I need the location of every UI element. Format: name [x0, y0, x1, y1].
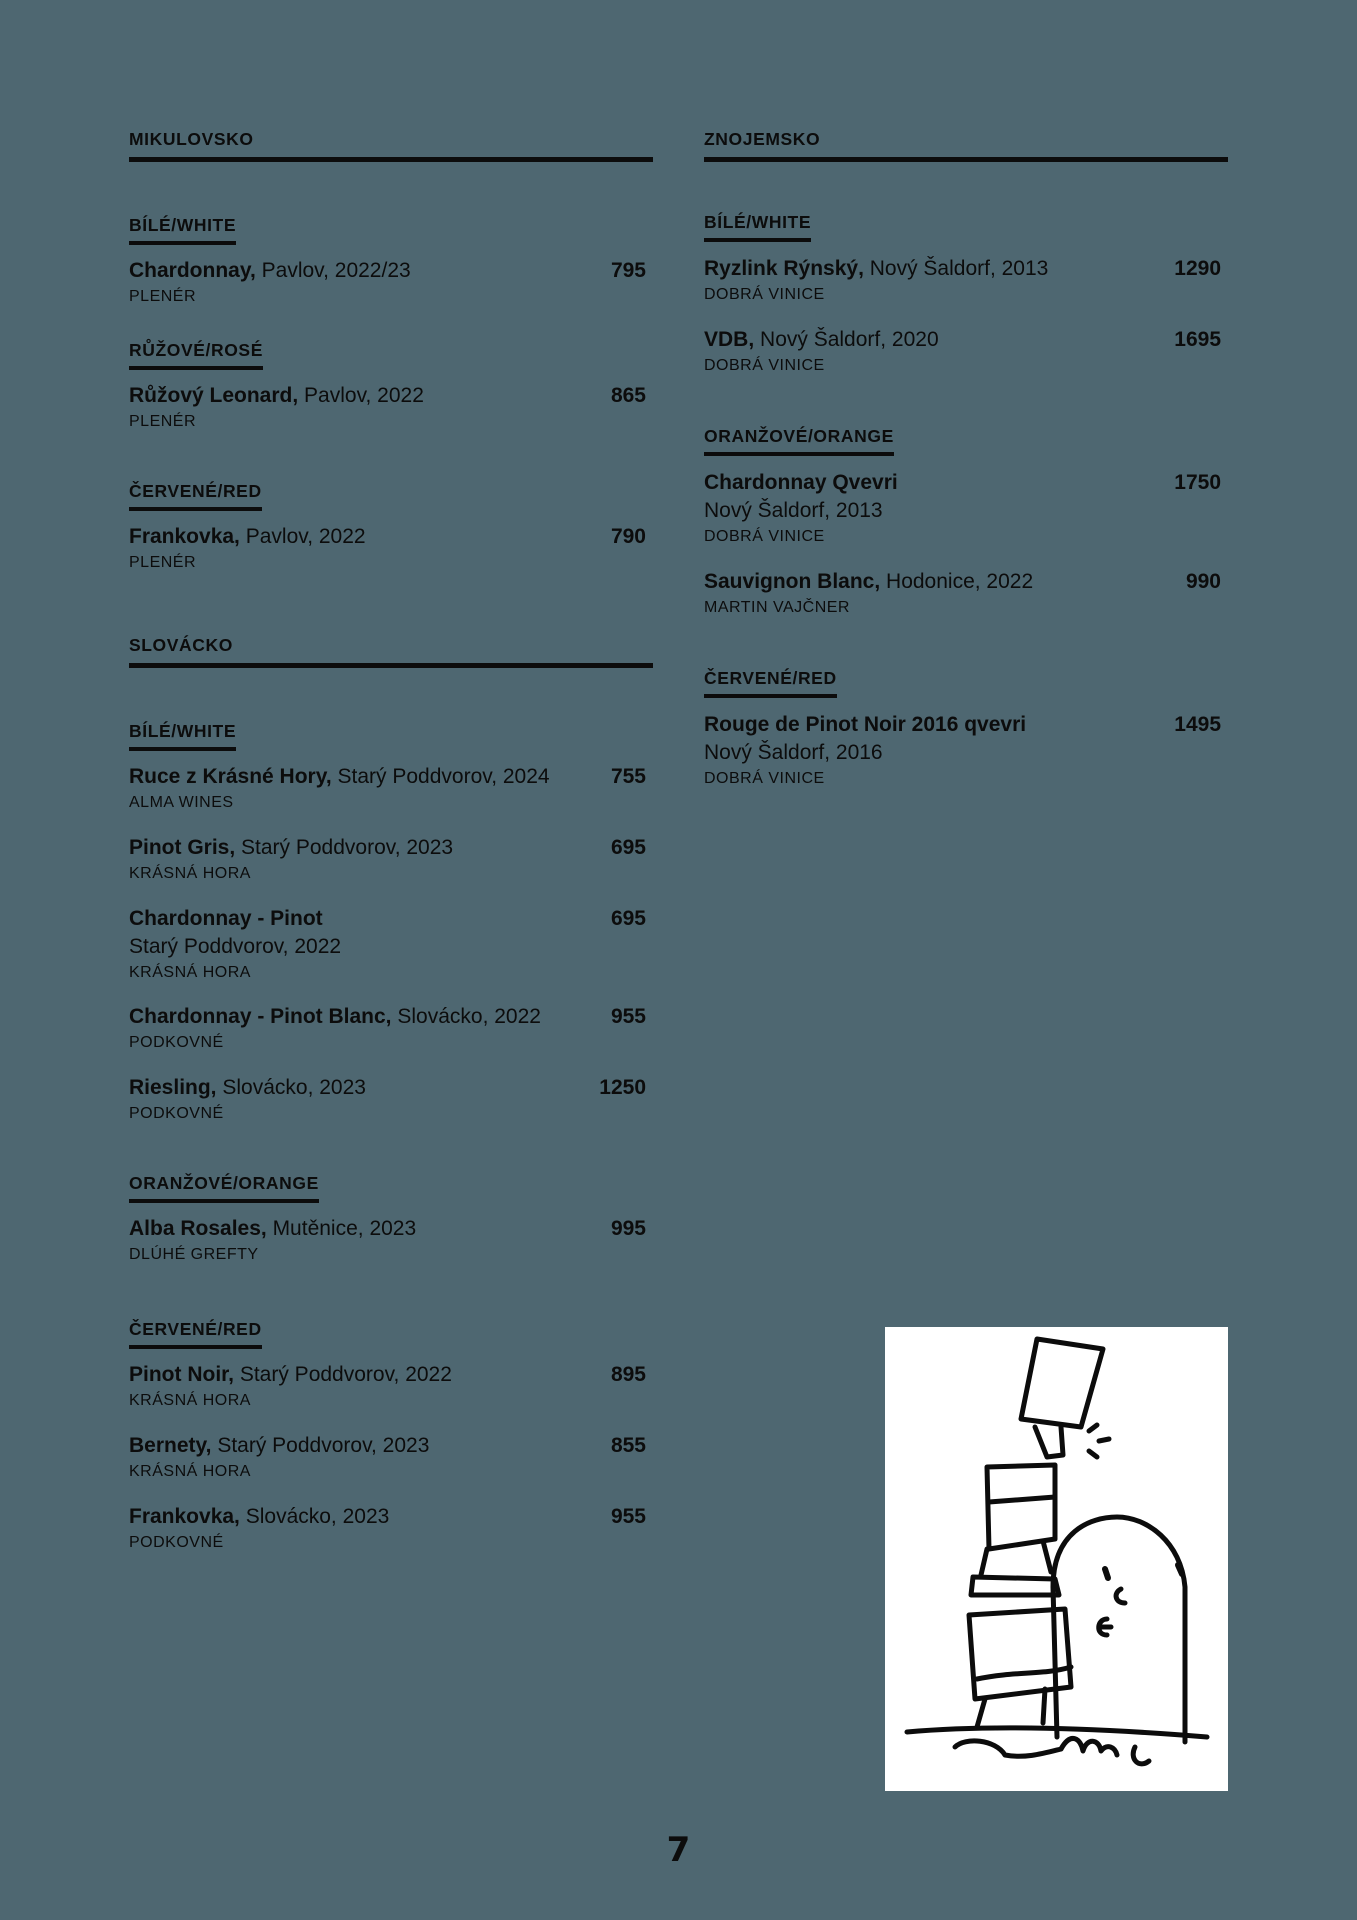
wine-origin: Mutěnice, 2023 — [266, 1217, 417, 1240]
wine-origin: Nový Šaldorf, 2020 — [754, 328, 939, 351]
wine-name: Bernety, — [129, 1434, 212, 1457]
wine-name: VDB, — [704, 328, 755, 351]
wine-origin: Starý Poddvorov, 2023 — [235, 836, 454, 859]
category-title: BÍLÉ/WHITE — [704, 211, 811, 242]
wine-producer: DOBRÁ VINICE — [704, 528, 825, 545]
wine-producer: KRÁSNÁ HORA — [129, 964, 251, 981]
wine-price: 1750 — [1174, 471, 1221, 494]
wine-origin: Slovácko, 2022 — [391, 1005, 541, 1028]
wine-producer: PLENÉR — [129, 288, 197, 305]
wine-item — [704, 568, 1221, 619]
wine-name: Růžový Leonard, — [129, 384, 299, 407]
region-divider — [129, 157, 653, 162]
category-title: RŮŽOVÉ/ROSÉ — [129, 339, 263, 370]
category-slovacko-white — [129, 720, 236, 751]
wine-price: 865 — [610, 384, 646, 407]
wine-item — [129, 1503, 646, 1554]
category-title: BÍLÉ/WHITE — [129, 720, 236, 751]
wine-price: 955 — [610, 1005, 646, 1028]
wine-price: 795 — [610, 259, 646, 282]
wine-item — [129, 905, 646, 984]
wine-name: Chardonnay Qvevri — [704, 471, 898, 494]
wine-item — [129, 1432, 646, 1483]
category-mikulovsko-white — [129, 214, 236, 245]
category-title: ČERVENÉ/RED — [704, 667, 837, 698]
wine-producer: DOBRÁ VINICE — [704, 770, 825, 787]
wine-producer: PLENÉR — [129, 554, 197, 571]
wine-item — [129, 1361, 646, 1412]
wine-price: 955 — [610, 1505, 646, 1528]
wine-producer: KRÁSNÁ HORA — [129, 865, 251, 882]
category-title: ČERVENÉ/RED — [129, 480, 262, 511]
category-slovacko-orange — [129, 1172, 319, 1203]
wine-price: 990 — [1185, 570, 1221, 593]
category-mikulovsko-rose — [129, 339, 263, 370]
page-number: 7 — [666, 1830, 691, 1870]
region-title: SLOVÁCKO — [129, 635, 233, 655]
wine-name: Pinot Gris, — [129, 836, 236, 859]
category-title: ORANŽOVÉ/ORANGE — [704, 425, 894, 456]
wine-name: Rouge de Pinot Noir 2016 qvevri — [704, 713, 1027, 736]
region-title: ZNOJEMSKO — [704, 129, 821, 149]
wine-producer: DLÚHÉ GREFTY — [129, 1246, 259, 1263]
wine-producer: ALMA WINES — [129, 794, 234, 811]
wine-glass-tombstone-illustration — [885, 1327, 1228, 1791]
wine-item — [129, 1074, 646, 1125]
wine-price: 1250 — [599, 1076, 646, 1099]
wine-origin: Hodonice, 2022 — [880, 570, 1034, 593]
wine-item — [129, 523, 646, 574]
wine-name: Frankovka, — [129, 525, 240, 548]
wine-price: 995 — [610, 1217, 646, 1240]
region-slovacko — [129, 634, 653, 668]
wine-name: Chardonnay - Pinot — [129, 907, 323, 930]
wine-origin-line: Nový Šaldorf, 2013 — [704, 499, 883, 522]
wine-item — [704, 255, 1221, 306]
wine-origin-line: Nový Šaldorf, 2016 — [704, 741, 883, 764]
wine-price: 1290 — [1174, 257, 1221, 280]
category-title: ORANŽOVÉ/ORANGE — [129, 1172, 319, 1203]
wine-origin-line: Starý Poddvorov, 2022 — [129, 935, 342, 958]
wine-name: Riesling, — [129, 1076, 217, 1099]
wine-item — [129, 1003, 646, 1054]
region-title: MIKULOVSKO — [129, 129, 254, 149]
wine-price: 695 — [610, 907, 646, 930]
wine-origin: Slovácko, 2023 — [239, 1505, 390, 1528]
wine-name: Ryzlink Rýnský, — [704, 257, 864, 280]
wine-origin: Nový Šaldorf, 2013 — [863, 257, 1049, 280]
wine-item — [704, 469, 1221, 548]
wine-name: Frankovka, — [129, 1505, 240, 1528]
wine-item — [129, 257, 646, 308]
wine-price: 790 — [610, 525, 646, 548]
wine-item — [704, 711, 1221, 790]
wine-price: 895 — [610, 1363, 646, 1386]
wine-price: 1695 — [1174, 328, 1221, 351]
wine-glass-tombstone-icon — [885, 1327, 1228, 1791]
category-title: ČERVENÉ/RED — [129, 1318, 262, 1349]
wine-price: 855 — [610, 1434, 646, 1457]
region-divider — [704, 157, 1228, 162]
category-title: BÍLÉ/WHITE — [129, 214, 236, 245]
wine-producer: PODKOVNÉ — [129, 1534, 224, 1551]
wine-item — [704, 326, 1221, 377]
category-slovacko-red — [129, 1318, 262, 1349]
wine-price: 755 — [610, 765, 646, 788]
region-znojemsko — [704, 128, 1228, 162]
category-znojemsko-orange — [704, 425, 894, 456]
wine-price: 1495 — [1174, 713, 1221, 736]
wine-origin: Pavlov, 2022/23 — [255, 259, 411, 282]
category-znojemsko-white — [704, 211, 811, 242]
wine-producer: PODKOVNÉ — [129, 1105, 224, 1122]
wine-name: Chardonnay, — [129, 259, 256, 282]
wine-price: 695 — [610, 836, 646, 859]
wine-name: Sauvignon Blanc, — [704, 570, 881, 593]
wine-origin: Starý Poddvorov, 2024 — [331, 765, 550, 788]
region-divider — [129, 663, 653, 668]
category-znojemsko-red — [704, 667, 837, 698]
wine-producer: KRÁSNÁ HORA — [129, 1463, 251, 1480]
wine-origin: Starý Poddvorov, 2022 — [234, 1363, 452, 1386]
wine-item — [129, 1215, 646, 1266]
wine-name: Ruce z Krásné Hory, — [129, 765, 332, 788]
wine-origin: Pavlov, 2022 — [239, 525, 366, 548]
wine-producer: DOBRÁ VINICE — [704, 286, 825, 303]
wine-name: Chardonnay - Pinot Blanc, — [129, 1005, 392, 1028]
wine-item — [129, 763, 646, 814]
wine-item — [129, 834, 646, 885]
wine-producer: DOBRÁ VINICE — [704, 357, 825, 374]
wine-origin: Pavlov, 2022 — [298, 384, 424, 407]
category-mikulovsko-red — [129, 480, 262, 511]
wine-producer: MARTIN VAJČNER — [704, 599, 850, 616]
wine-item — [129, 382, 646, 433]
wine-origin: Slovácko, 2023 — [216, 1076, 366, 1099]
wine-producer: PLENÉR — [129, 413, 197, 430]
wine-origin: Starý Poddvorov, 2023 — [211, 1434, 430, 1457]
wine-producer: KRÁSNÁ HORA — [129, 1392, 251, 1409]
region-mikulovsko — [129, 128, 653, 162]
wine-name: Alba Rosales, — [129, 1217, 267, 1240]
wine-producer: PODKOVNÉ — [129, 1034, 224, 1051]
wine-name: Pinot Noir, — [129, 1363, 234, 1386]
